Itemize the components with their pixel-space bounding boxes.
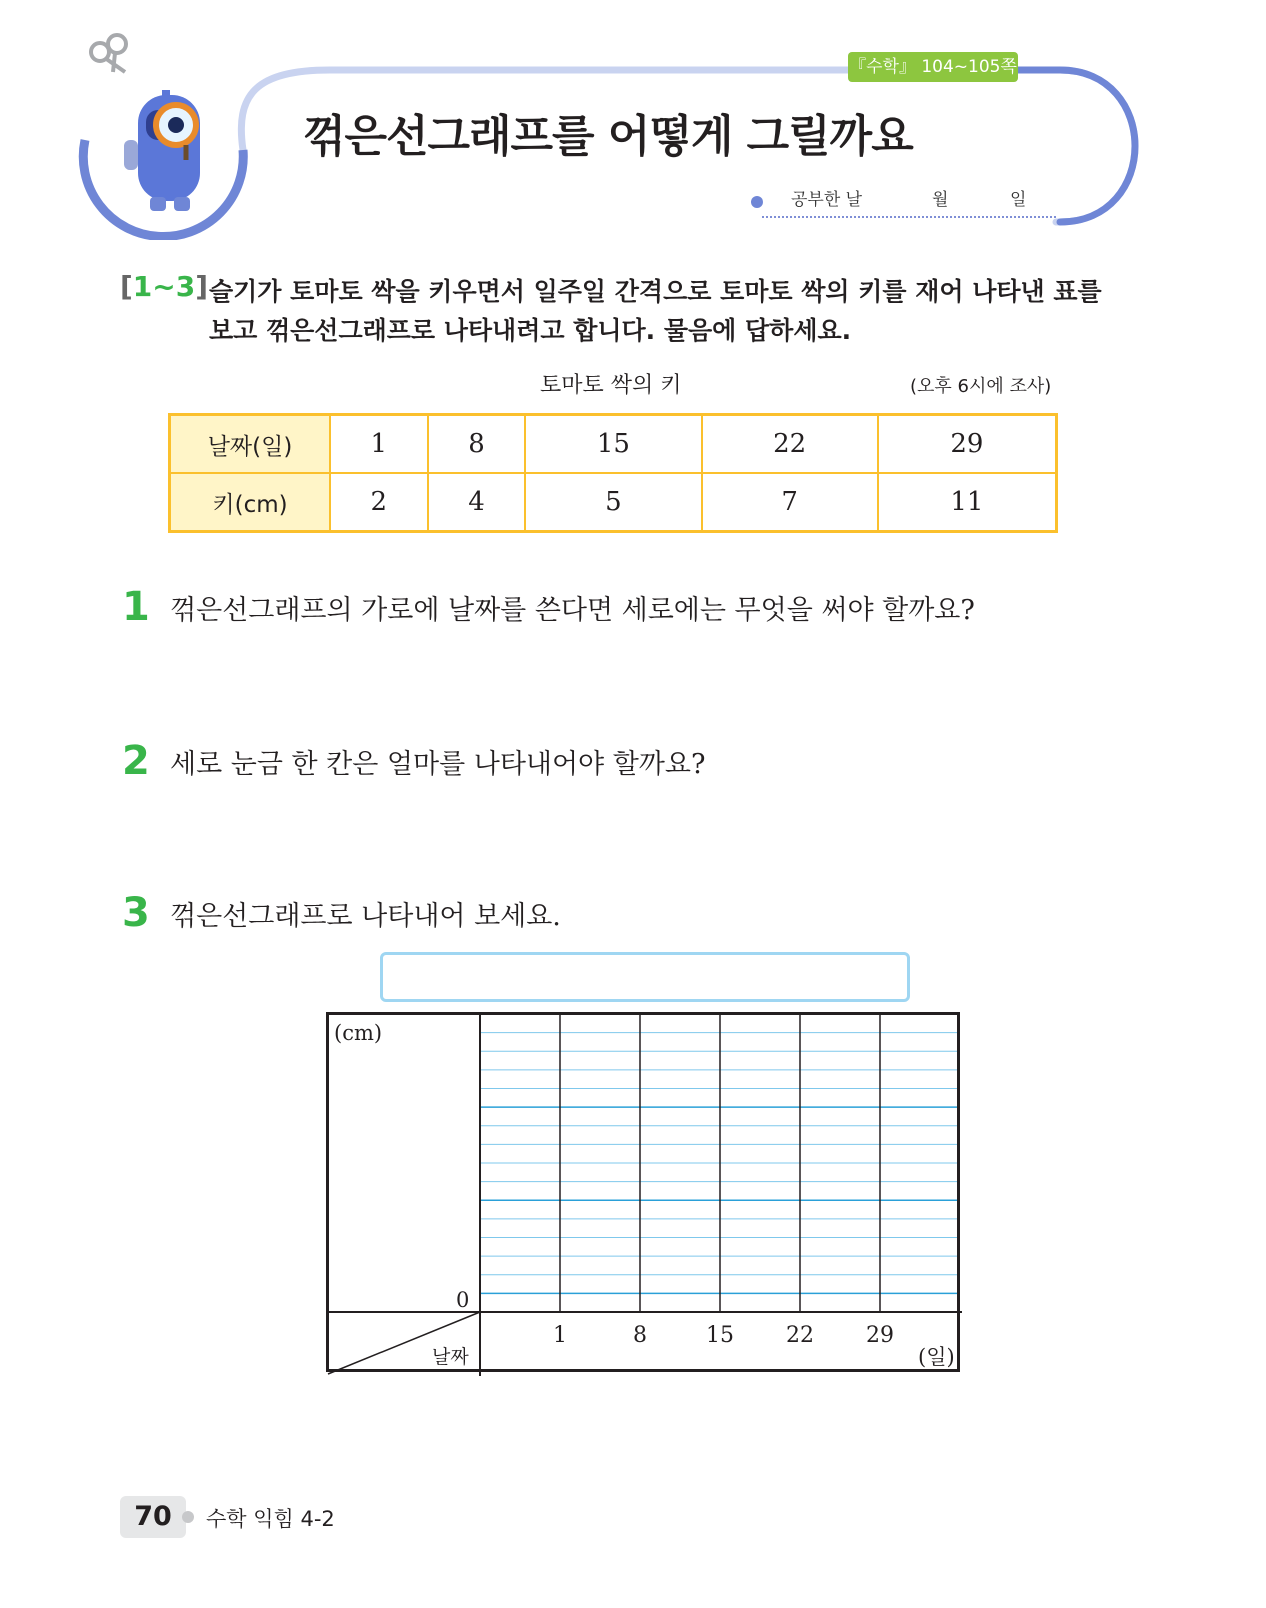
row-header-height: 키(cm) xyxy=(170,473,331,532)
question-1-number: 1 xyxy=(122,584,150,630)
x-tick-label: 29 xyxy=(866,1323,894,1348)
tomato-height-table xyxy=(168,413,1058,533)
study-day-label: 공부한 날 xyxy=(791,190,863,210)
instruction-text-line2: 보고 꺾은선그래프로 나타내려고 합니다. 물음에 답하세요. xyxy=(209,316,852,345)
line-graph-grid xyxy=(326,1012,962,1376)
x-tick-label: 8 xyxy=(633,1323,647,1348)
table-note: (오후 6시에 조사) xyxy=(910,376,1052,397)
study-day-unit-label: 일 xyxy=(1010,190,1027,210)
header-frame-accent xyxy=(1010,70,1135,222)
table-title: 토마토 싹의 키 xyxy=(540,373,682,398)
x-unit-label: (일) xyxy=(918,1345,955,1369)
table-cell: 11 xyxy=(878,473,1057,532)
x-axis-label: 날짜 xyxy=(432,1346,469,1368)
grid-lines xyxy=(480,1014,960,1312)
question-2-text: 세로 눈금 한 칸은 얼마를 나타내어야 할까요? xyxy=(170,749,706,780)
table-cell: 15 xyxy=(525,415,701,474)
study-line-dot xyxy=(751,196,763,208)
question-1-text: 꺾은선그래프의 가로에 날짜를 쓴다면 세로에는 무엇을 써야 할까요? xyxy=(170,595,975,626)
instruction-range: [1~3] xyxy=(120,270,209,303)
lesson-title: 꺾은선그래프를 어떻게 그릴까요 xyxy=(303,111,913,162)
textbook-reference-badge: 『수학』 104~105쪽 xyxy=(848,52,1018,82)
x-tick-label: 1 xyxy=(553,1323,567,1348)
graph-title-answer-box[interactable] xyxy=(380,952,910,1002)
table-cell: 5 xyxy=(525,473,701,532)
table-cell: 1 xyxy=(330,415,428,474)
table-cell: 7 xyxy=(702,473,878,532)
question-2-number: 2 xyxy=(122,738,150,784)
x-tick-label: 22 xyxy=(786,1323,814,1348)
table-cell: 29 xyxy=(878,415,1057,474)
graph-border xyxy=(328,1014,959,1371)
zero-label: 0 xyxy=(456,1288,470,1312)
page-number: 70 xyxy=(120,1496,186,1538)
table-cell: 4 xyxy=(428,473,526,532)
study-date-line xyxy=(762,216,1056,218)
x-tick-labels xyxy=(553,1323,894,1348)
instruction-text-line1: 슬기가 토마토 싹을 키우면서 일주일 간격으로 토마토 싹의 키를 재어 나타낸 표를 xyxy=(209,277,1102,306)
table-row xyxy=(170,415,1057,474)
study-month-label: 월 xyxy=(932,190,949,210)
table-cell: 2 xyxy=(330,473,428,532)
footer-dot xyxy=(182,1511,194,1523)
scissors-icon xyxy=(91,35,126,72)
table-cell: 8 xyxy=(428,415,526,474)
table-row xyxy=(170,473,1057,532)
question-3-number: 3 xyxy=(122,890,150,936)
question-3-text: 꺾은선그래프로 나타내어 보세요. xyxy=(170,901,561,932)
book-name: 수학 익힘 4-2 xyxy=(206,1507,335,1531)
robot-mascot-icon xyxy=(124,90,200,211)
row-header-date: 날짜(일) xyxy=(170,415,331,474)
y-unit-label: (cm) xyxy=(334,1021,383,1045)
table-cell: 22 xyxy=(702,415,878,474)
x-tick-label: 15 xyxy=(706,1323,734,1348)
